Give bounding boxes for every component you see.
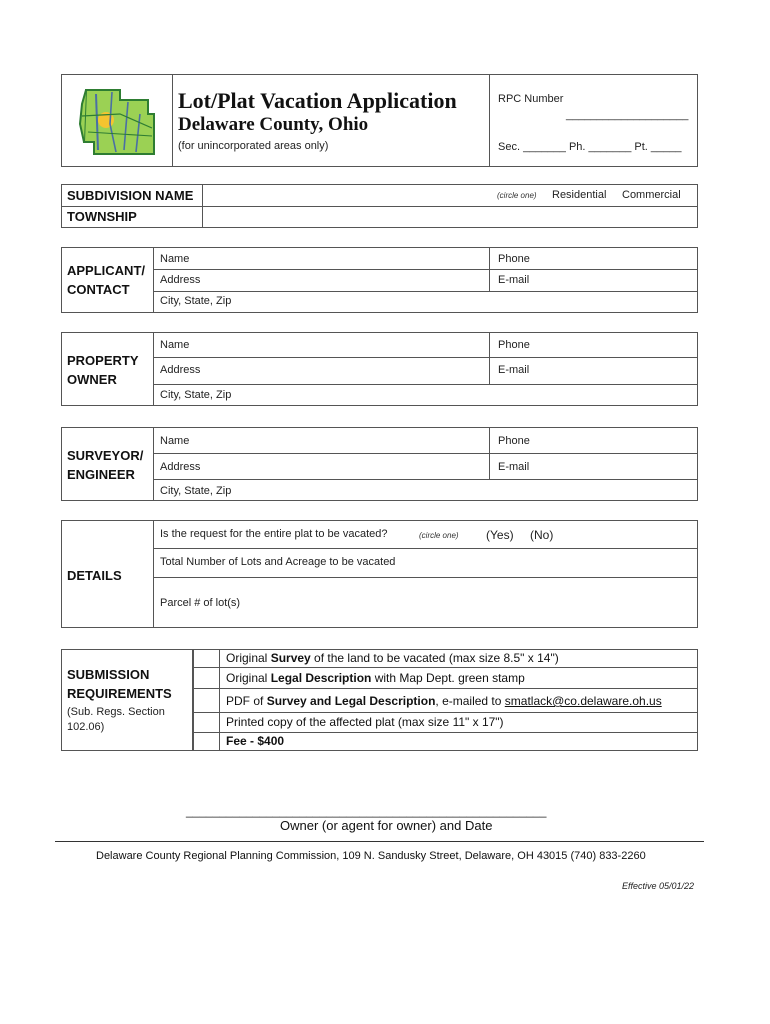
owner-heading	[67, 351, 139, 389]
surveyor-heading-line1: SURVEYOR/	[67, 448, 144, 463]
req-checkbox-2[interactable]	[194, 668, 219, 688]
req2-post: with Map Dept. green stamp	[371, 671, 525, 685]
checkbox-column-divider	[219, 649, 220, 751]
rpc-number-label: RPC Number	[498, 93, 564, 105]
surveyor-address-field[interactable]: Address	[160, 461, 201, 473]
requirement-pdf	[226, 694, 662, 708]
owner-email-field[interactable]: E-mail	[498, 364, 530, 376]
details-row2	[153, 577, 698, 578]
submission-heading-line2: REQUIREMENTS	[67, 686, 172, 701]
owner-divider	[153, 332, 154, 406]
owner-phone-field[interactable]: Phone	[498, 339, 530, 351]
unincorporated-note: (for unincorporated areas only)	[178, 140, 329, 152]
applicant-heading-line2: CONTACT	[67, 282, 130, 297]
submission-heading	[67, 665, 172, 703]
req2-pre: Original	[226, 671, 271, 685]
email-link[interactable]: smatlack@co.delaware.oh.us	[504, 694, 662, 708]
req-checkbox-1[interactable]	[194, 650, 219, 667]
township-label: TOWNSHIP	[67, 209, 137, 224]
surveyor-heading	[67, 446, 143, 484]
signature-label: Owner (or agent for owner) and Date	[280, 818, 493, 833]
option-residential[interactable]: Residential	[552, 189, 607, 201]
applicant-heading-line1: APPLICANT/	[67, 263, 145, 278]
owner-row2	[153, 384, 698, 385]
req1-bold: Survey	[270, 651, 311, 665]
sub-regs-line1: (Sub. Regs. Section	[67, 706, 165, 718]
county-name: Delaware County, Ohio	[178, 114, 369, 135]
applicant-city-field[interactable]: City, State, Zip	[160, 295, 232, 307]
req-checkbox-3[interactable]	[194, 689, 219, 712]
option-commercial[interactable]: Commercial	[622, 189, 681, 201]
effective-date: Effective 05/01/22	[622, 881, 695, 891]
footer-rule	[55, 841, 704, 842]
applicant-heading	[67, 261, 145, 299]
owner-row1	[153, 357, 698, 358]
surveyor-row1	[153, 453, 698, 454]
surveyor-phone-field[interactable]: Phone	[498, 435, 530, 447]
county-map-logo	[76, 84, 158, 160]
requirement-printed-plat: Printed copy of the affected plat (max size 11" x 17")	[226, 715, 504, 729]
details-divider	[153, 520, 154, 628]
req-row-line-1	[193, 667, 698, 668]
details-circle-one: (circle one)	[419, 531, 459, 540]
subdivision-name-field[interactable]	[203, 185, 483, 206]
owner-name-field[interactable]: Name	[160, 339, 190, 351]
submission-heading-line1: SUBMISSION	[67, 667, 150, 682]
fee-text: Fee - $400	[226, 734, 285, 748]
surveyor-divider	[153, 427, 154, 501]
owner-mid-divider	[489, 332, 490, 384]
header-divider-right	[489, 74, 490, 167]
lots-acreage-field[interactable]: Total Number of Lots and Acreage to be vacated	[160, 556, 396, 568]
form-title: Lot/Plat Vacation Application	[178, 88, 457, 113]
applicant-phone-field[interactable]: Phone	[498, 253, 530, 265]
req-checkbox-4[interactable]	[194, 713, 219, 732]
req-row-line-2	[193, 688, 698, 689]
requirement-legal-description	[226, 671, 525, 685]
owner-heading-line2: OWNER	[67, 372, 117, 387]
rpc-number-field[interactable]: ____________________	[566, 109, 689, 121]
applicant-box	[61, 247, 698, 313]
owner-box	[61, 332, 698, 406]
req1-pre: Original	[226, 651, 271, 665]
township-field[interactable]	[203, 207, 697, 227]
req-row-line-4	[193, 732, 698, 733]
subdivision-name-label: SUBDIVISION NAME	[67, 188, 194, 203]
req3-pre: PDF of	[226, 694, 267, 708]
surveyor-heading-line2: ENGINEER	[67, 467, 135, 482]
circle-one-note: (circle one)	[497, 191, 537, 200]
requirement-fee	[226, 734, 284, 748]
req1-post: of the land to be vacated (max size 8.5" x 14")	[310, 651, 559, 665]
applicant-divider	[153, 247, 154, 313]
option-yes[interactable]: (Yes)	[486, 528, 514, 542]
signature-line[interactable]: ______________________________________________________	[186, 804, 547, 818]
sub-regs-line2: 102.06)	[67, 721, 105, 733]
applicant-row2	[153, 291, 698, 292]
footer-address: Delaware County Regional Planning Commission, 109 N. Sandusky Street, Delaware, OH 43015 (740) 833-2260	[96, 850, 646, 862]
applicant-email-field[interactable]: E-mail	[498, 274, 530, 286]
req-checkbox-5[interactable]	[194, 733, 219, 751]
req3-mid: , e-mailed to	[435, 694, 505, 708]
req3-bold: Survey and Legal Description	[266, 694, 436, 708]
req2-bold: Legal Description	[270, 671, 372, 685]
details-row1	[153, 548, 698, 549]
owner-address-field[interactable]: Address	[160, 364, 201, 376]
applicant-address-field[interactable]: Address	[160, 274, 201, 286]
option-no[interactable]: (No)	[530, 528, 554, 542]
surveyor-city-field[interactable]: City, State, Zip	[160, 485, 232, 497]
entire-plat-question: Is the request for the entire plat to be vacated?	[160, 528, 388, 540]
req-row-line-3	[193, 712, 698, 713]
details-heading: DETAILS	[67, 568, 122, 583]
owner-city-field[interactable]: City, State, Zip	[160, 389, 232, 401]
surveyor-row2	[153, 479, 698, 480]
parcel-field[interactable]: Parcel # of lot(s)	[160, 597, 241, 609]
applicant-name-field[interactable]: Name	[160, 253, 190, 265]
owner-heading-line1: PROPERTY	[67, 353, 139, 368]
requirement-survey	[226, 651, 559, 665]
applicant-row1	[153, 269, 698, 270]
surveyor-name-field[interactable]: Name	[160, 435, 190, 447]
surveyor-box	[61, 427, 698, 501]
sec-ph-pt-fields[interactable]: Sec. _______ Ph. _______ Pt. _____	[498, 141, 682, 153]
header-divider-left	[172, 74, 173, 167]
surveyor-email-field[interactable]: E-mail	[498, 461, 530, 473]
